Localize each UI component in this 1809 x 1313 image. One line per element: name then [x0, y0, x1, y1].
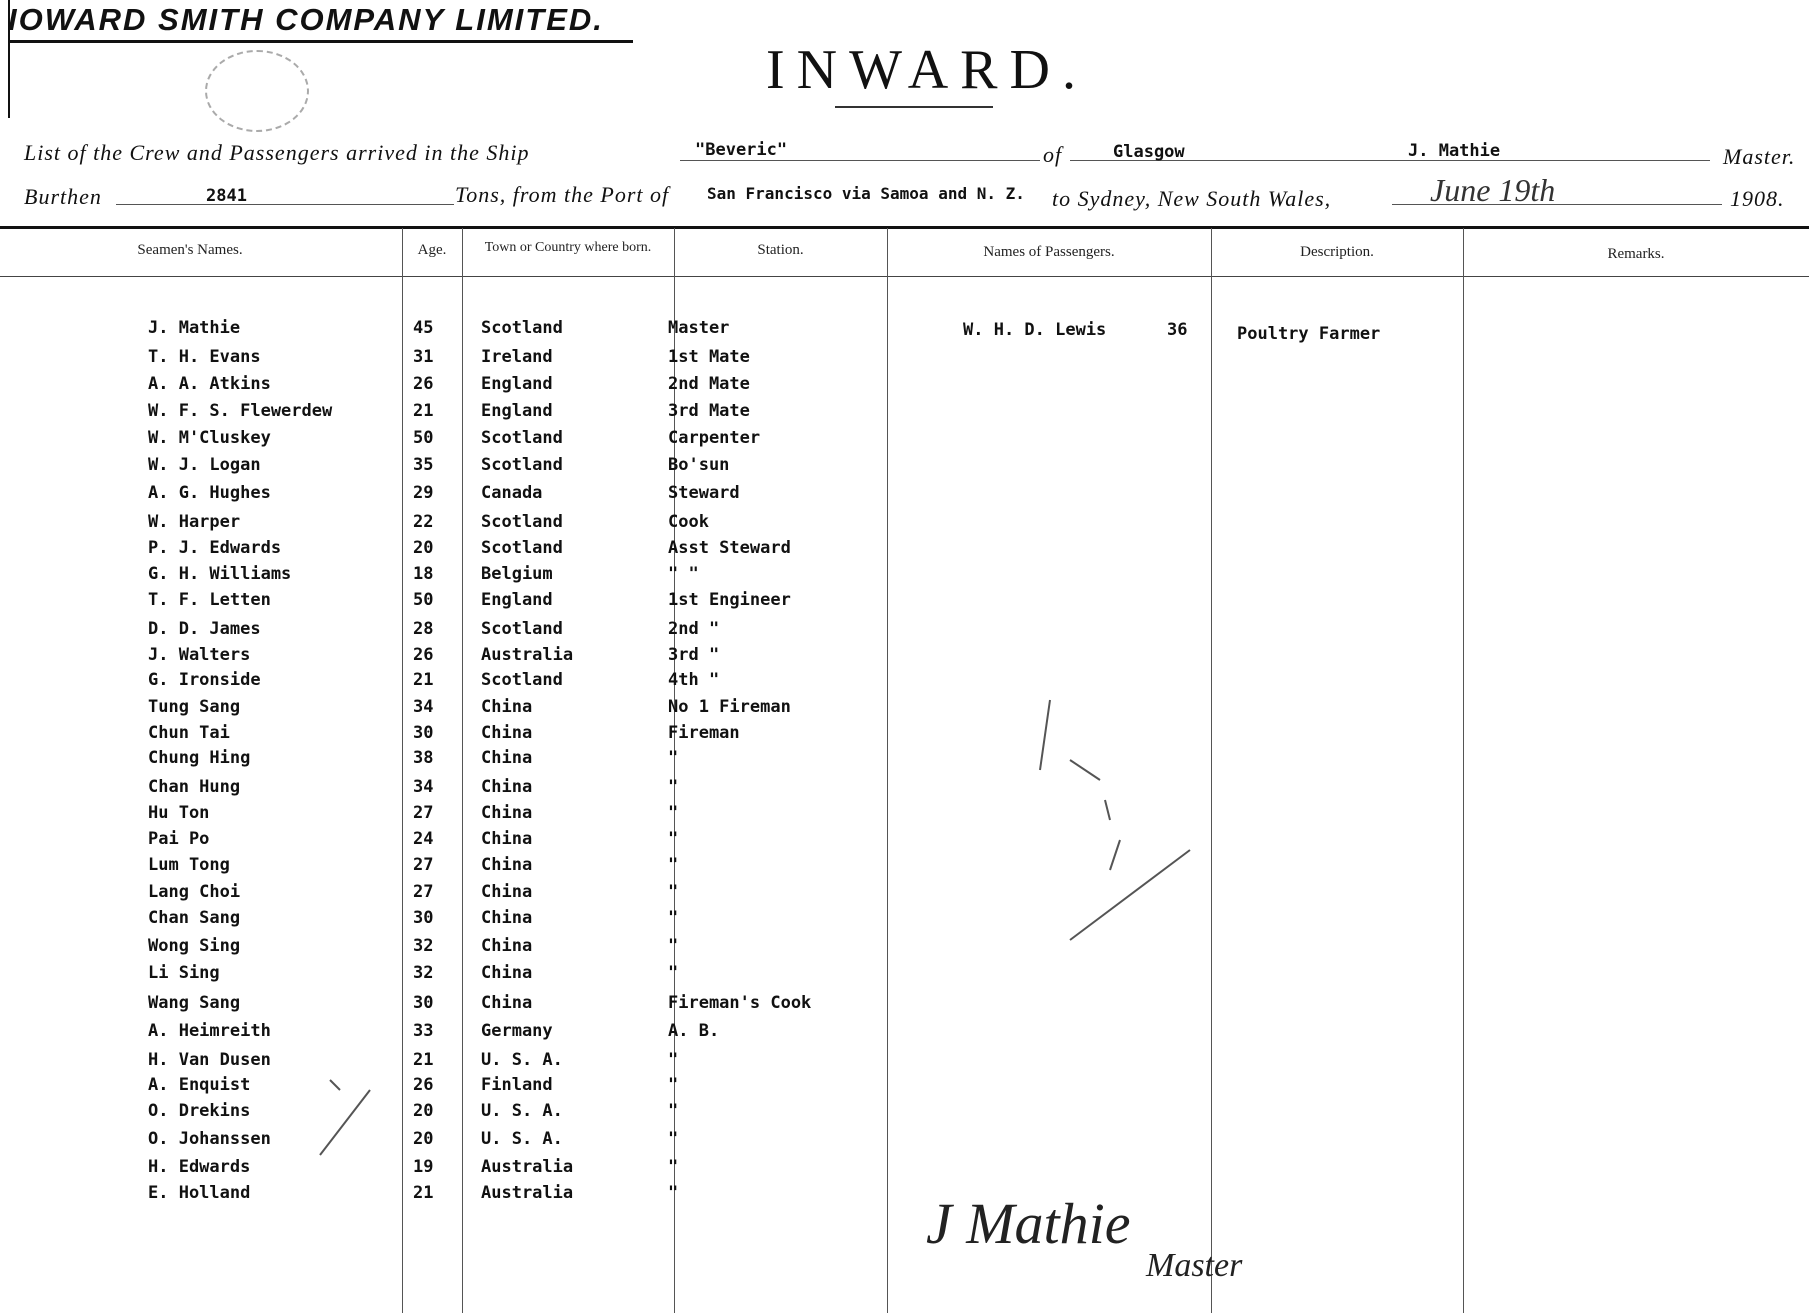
seaman-age: 27	[413, 803, 434, 823]
crew-row	[0, 723, 1809, 745]
seaman-birthplace: China	[481, 882, 533, 902]
seaman-station: "	[668, 1101, 679, 1121]
seaman-age: 21	[413, 1183, 434, 1203]
seaman-age: 19	[413, 1157, 434, 1177]
seaman-age: 21	[413, 670, 434, 690]
seaman-name: W. Harper	[148, 512, 241, 532]
header-remarks: Remarks.	[1607, 246, 1665, 262]
crew-row	[0, 993, 1809, 1015]
crew-row	[0, 590, 1809, 612]
seaman-age: 26	[413, 645, 434, 665]
seaman-name: Li Sing	[148, 963, 220, 983]
seaman-name: P. J. Edwards	[148, 538, 282, 558]
seaman-age: 27	[413, 882, 434, 902]
crew-row	[0, 748, 1809, 770]
seaman-name: W. M'Cluskey	[148, 428, 271, 448]
master-signature: J Mathie	[926, 1191, 1131, 1256]
seaman-age: 20	[413, 1101, 434, 1121]
seaman-station: 3rd "	[668, 645, 720, 665]
company-underline	[8, 40, 633, 43]
seaman-name: J. Mathie	[148, 318, 241, 338]
crew-row	[0, 855, 1809, 877]
seaman-birthplace: Australia	[481, 645, 574, 665]
seaman-name: G. Ironside	[148, 670, 261, 690]
seaman-station: "	[668, 1050, 679, 1070]
seaman-birthplace: China	[481, 936, 533, 956]
seaman-name: W. J. Logan	[148, 455, 261, 475]
ship-underline	[680, 160, 1040, 161]
seaman-station: "	[668, 936, 679, 956]
seaman-birthplace: Canada	[481, 483, 543, 503]
seaman-station: Bo'sun	[668, 455, 730, 475]
seaman-birthplace: Scotland	[481, 670, 563, 690]
seaman-name: Lang Choi	[148, 882, 241, 902]
seaman-age: 20	[413, 538, 434, 558]
burthen-label: Burthen	[24, 184, 102, 209]
seaman-age: 22	[413, 512, 434, 532]
home-port: Glasgow	[1113, 142, 1185, 162]
crew-row	[0, 1183, 1809, 1205]
tons-underline	[116, 204, 454, 205]
seaman-age: 33	[413, 1021, 434, 1041]
passenger-row	[0, 320, 1809, 342]
seaman-station: "	[668, 777, 679, 797]
seaman-station: Carpenter	[668, 428, 761, 448]
seaman-name: Lum Tong	[148, 855, 230, 875]
seaman-station: Asst Steward	[668, 538, 791, 558]
seaman-birthplace: China	[481, 777, 533, 797]
seaman-station: Steward	[668, 483, 740, 503]
seaman-station: "	[668, 803, 679, 823]
seaman-age: 30	[413, 993, 434, 1013]
document-title: INWARD.	[766, 39, 1088, 101]
seaman-station: 4th "	[668, 670, 720, 690]
crew-row	[0, 777, 1809, 799]
crew-row	[0, 347, 1809, 369]
seaman-age: 24	[413, 829, 434, 849]
seaman-name: W. F. S. Flewerdew	[148, 401, 333, 421]
seaman-birthplace: China	[481, 748, 533, 768]
crew-row	[0, 697, 1809, 719]
seaman-age: 35	[413, 455, 434, 475]
header-description: Description.	[1300, 244, 1374, 260]
passenger-description: Poultry Farmer	[1237, 324, 1381, 344]
seaman-name: Hu Ton	[148, 803, 210, 823]
seaman-station: "	[668, 1157, 679, 1177]
seaman-birthplace: China	[481, 963, 533, 983]
crew-row	[0, 483, 1809, 505]
seaman-birthplace: Finland	[481, 1075, 553, 1095]
seaman-name: T. F. Letten	[148, 590, 271, 610]
seaman-station: Fireman	[668, 723, 740, 743]
seaman-name: A. G. Hughes	[148, 483, 271, 503]
seaman-age: 45	[413, 318, 434, 338]
seaman-age: 32	[413, 936, 434, 956]
seaman-station: 2nd Mate	[668, 374, 750, 394]
crew-row	[0, 908, 1809, 930]
from-port-label: Tons, from the Port of	[455, 182, 670, 207]
seaman-station: "	[668, 748, 679, 768]
crew-row	[0, 963, 1809, 985]
seaman-name: A. Enquist	[148, 1075, 251, 1095]
departure-port: San Francisco via Samoa and N. Z.	[707, 184, 1025, 203]
seaman-station: "	[668, 882, 679, 902]
seaman-station: 2nd "	[668, 619, 720, 639]
crew-list-label: List of the Crew and Passengers arrived in the Ship	[24, 140, 530, 165]
seaman-birthplace: Scotland	[481, 619, 563, 639]
header-born: Town or Country where born.	[484, 240, 652, 255]
seaman-age: 21	[413, 401, 434, 421]
crew-row	[0, 1021, 1809, 1043]
seaman-birthplace: Scotland	[481, 512, 563, 532]
crew-row	[0, 401, 1809, 423]
seaman-age: 50	[413, 590, 434, 610]
seaman-name: A. A. Atkins	[148, 374, 271, 394]
crew-row	[0, 645, 1809, 667]
seaman-birthplace: Germany	[481, 1021, 553, 1041]
seaman-birthplace: Belgium	[481, 564, 553, 584]
of-label: of	[1043, 142, 1063, 167]
passenger-name: W. H. D. Lewis	[963, 320, 1107, 340]
seaman-name: T. H. Evans	[148, 347, 261, 367]
seaman-station: "	[668, 963, 679, 983]
seaman-age: 31	[413, 347, 434, 367]
seaman-age: 30	[413, 908, 434, 928]
seaman-station: No 1 Fireman	[668, 697, 791, 717]
ship-name: "Beveric"	[695, 140, 788, 160]
header-age: Age.	[417, 242, 447, 258]
seaman-name: Chun Tai	[148, 723, 230, 743]
seaman-age: 27	[413, 855, 434, 875]
seaman-age: 20	[413, 1129, 434, 1149]
seaman-station: " "	[668, 564, 699, 584]
seaman-birthplace: U. S. A.	[481, 1050, 563, 1070]
destination-label: to Sydney, New South Wales,	[1052, 186, 1332, 211]
seaman-station: "	[668, 855, 679, 875]
crew-row	[0, 1157, 1809, 1179]
crew-row	[0, 1101, 1809, 1123]
crew-row	[0, 1075, 1809, 1097]
seaman-name: Tung Sang	[148, 697, 241, 717]
passenger-age: 36	[1167, 320, 1188, 340]
seaman-station: Cook	[668, 512, 709, 532]
master-label: Master.	[1723, 144, 1796, 169]
seaman-age: 26	[413, 374, 434, 394]
seaman-birthplace: U. S. A.	[481, 1101, 563, 1121]
seaman-name: Pai Po	[148, 829, 210, 849]
seaman-name: O. Drekins	[148, 1101, 251, 1121]
seaman-birthplace: England	[481, 590, 553, 610]
handwritten-tally-mark	[1010, 690, 1210, 950]
seaman-station: "	[668, 1129, 679, 1149]
header-passengers: Names of Passengers.	[983, 244, 1115, 260]
seaman-birthplace: China	[481, 908, 533, 928]
seaman-name: Wang Sang	[148, 993, 241, 1013]
seaman-station: Fireman's Cook	[668, 993, 812, 1013]
seaman-age: 38	[413, 748, 434, 768]
seaman-name: J. Walters	[148, 645, 251, 665]
seaman-birthplace: Scotland	[481, 455, 563, 475]
seaman-station: A. B.	[668, 1021, 720, 1041]
seaman-birthplace: England	[481, 401, 553, 421]
seaman-birthplace: Australia	[481, 1157, 574, 1177]
seaman-age: 32	[413, 963, 434, 983]
seaman-birthplace: China	[481, 697, 533, 717]
seaman-name: H. Edwards	[148, 1157, 251, 1177]
header-seamen-names: Seamen's Names.	[137, 242, 243, 258]
master-name: J. Mathie	[1408, 141, 1501, 161]
seaman-birthplace: China	[481, 723, 533, 743]
seaman-birthplace: U. S. A.	[481, 1129, 563, 1149]
year: 1908.	[1730, 186, 1785, 211]
crew-row	[0, 512, 1809, 534]
burthen-tons: 2841	[206, 186, 247, 206]
crew-row	[0, 1050, 1809, 1072]
arrival-date: June 19th	[1430, 172, 1556, 208]
signature-role: Master	[1146, 1247, 1243, 1284]
header-station: Station.	[757, 242, 804, 258]
seaman-birthplace: Scotland	[481, 538, 563, 558]
crew-row	[0, 428, 1809, 450]
crew-row	[0, 374, 1809, 396]
seaman-age: 28	[413, 619, 434, 639]
crew-row	[0, 538, 1809, 560]
seaman-birthplace: Scotland	[481, 318, 563, 338]
seaman-name: D. D. James	[148, 619, 261, 639]
seaman-age: 34	[413, 697, 434, 717]
seaman-birthplace: China	[481, 803, 533, 823]
seaman-age: 21	[413, 1050, 434, 1070]
seaman-birthplace: Australia	[481, 1183, 574, 1203]
seaman-name: A. Heimreith	[148, 1021, 271, 1041]
seaman-station: "	[668, 829, 679, 849]
crew-row	[0, 619, 1809, 641]
seaman-name: G. H. Williams	[148, 564, 292, 584]
seaman-age: 34	[413, 777, 434, 797]
seaman-birthplace: China	[481, 993, 533, 1013]
seaman-age: 18	[413, 564, 434, 584]
crew-row	[0, 803, 1809, 825]
seaman-station: "	[668, 1183, 679, 1203]
crew-row	[0, 936, 1809, 958]
crew-row	[0, 670, 1809, 692]
handwritten-check-mark	[310, 1070, 380, 1160]
seaman-age: 26	[413, 1075, 434, 1095]
office-stamp	[205, 50, 309, 132]
table-top-rule	[0, 226, 1809, 229]
seaman-birthplace: China	[481, 855, 533, 875]
seaman-station: "	[668, 908, 679, 928]
seaman-station: 3rd Mate	[668, 401, 750, 421]
seaman-age: 29	[413, 483, 434, 503]
crew-row	[0, 829, 1809, 851]
crew-row	[0, 455, 1809, 477]
crew-row	[0, 1129, 1809, 1151]
company-name: IOWARD SMITH COMPANY LIMITED.	[8, 2, 604, 37]
seaman-name: Chan Sang	[148, 908, 241, 928]
seaman-name: Chan Hung	[148, 777, 241, 797]
seaman-birthplace: China	[481, 829, 533, 849]
seaman-name: Chung Hing	[148, 748, 251, 768]
title-underline	[835, 106, 993, 108]
seaman-age: 30	[413, 723, 434, 743]
seaman-birthplace: England	[481, 374, 553, 394]
seaman-station: Master	[668, 318, 730, 338]
seaman-birthplace: Scotland	[481, 428, 563, 448]
seaman-name: E. Holland	[148, 1183, 251, 1203]
seaman-age: 50	[413, 428, 434, 448]
crew-row	[0, 564, 1809, 586]
seaman-name: H. Van Dusen	[148, 1050, 271, 1070]
seaman-station: "	[668, 1075, 679, 1095]
seaman-birthplace: Ireland	[481, 347, 553, 367]
seaman-station: 1st Engineer	[668, 590, 791, 610]
table-header-rule	[0, 276, 1809, 277]
seaman-name: Wong Sing	[148, 936, 241, 956]
crew-row	[0, 882, 1809, 904]
seaman-name: O. Johanssen	[148, 1129, 271, 1149]
seaman-station: 1st Mate	[668, 347, 750, 367]
